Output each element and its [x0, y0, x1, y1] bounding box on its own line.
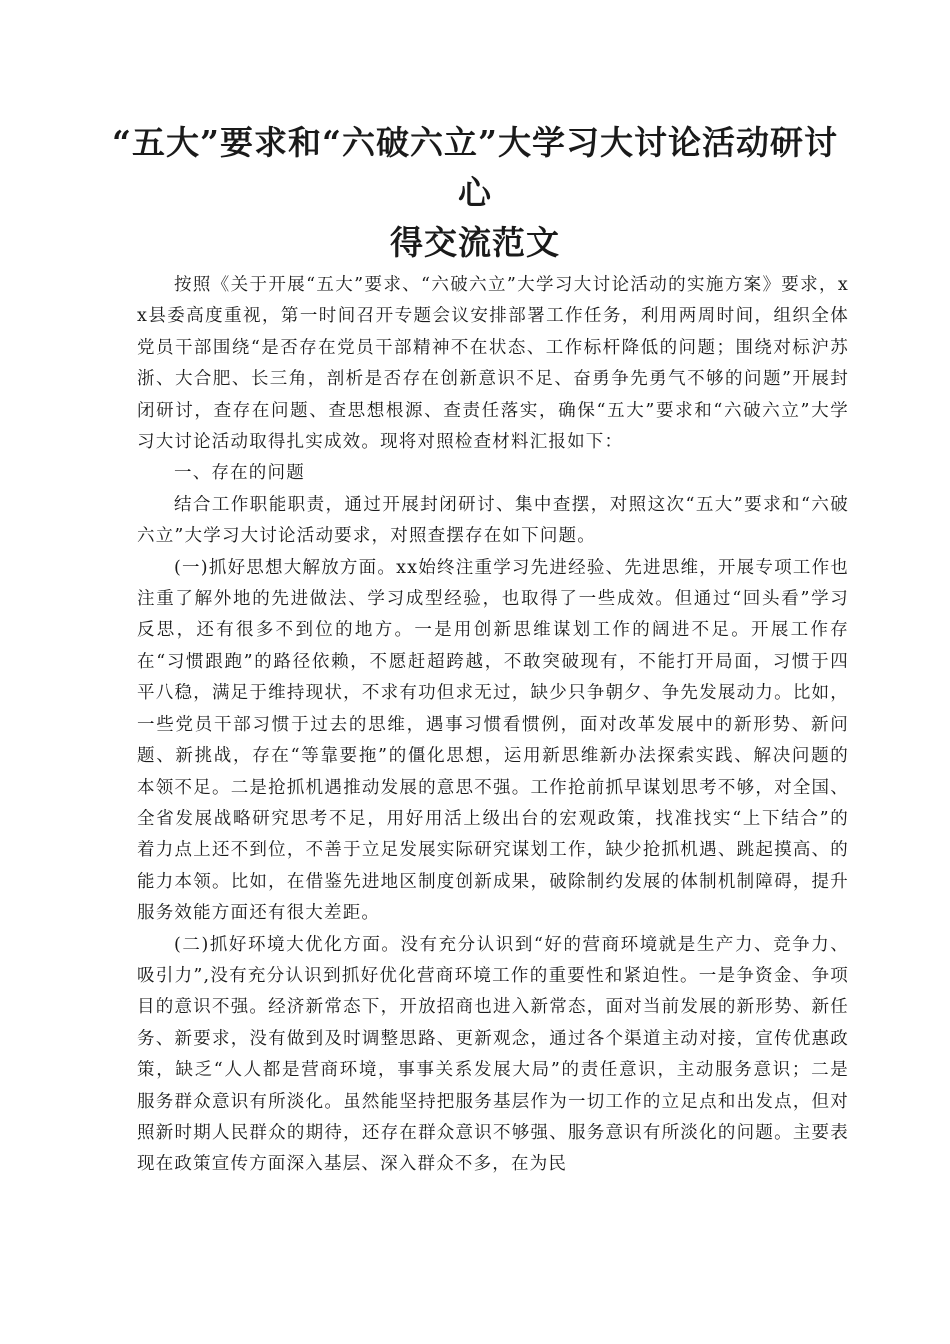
item-1-paragraph: (一)抓好思想大解放方面。xx始终注重学习先进经验、先进思维，开展专项工作也注重了解外地的先进做法、学习成型经验，也取得了一些成效。但通过“回头看”学习反思，还有很多不到位的地方。一是用创新思维谋划工作的阔进不足。开展工作存在“习惯跟跑”的路径依赖，不愿赶超跨越，不敢突破现有，不能打开局面，习惯于四平八稳，满足于维持现状，不求有功但求无过，缺少只争朝夕、争先发展动力。比如，一些党员干部习惯于过去的思维，遇事习惯看惯例，面对改革发展中的新形势、新问题、新挑战，存在“等靠要拖”的僵化思想，运用新思维新办法探索实践、解决问题的本领不足。二是抢抓机遇推动发展的意思不强。工作抢前抓早谋划思考不够，对全国、全省发展战略研究思考不足，用好用活上级出台的宏观政策，找准找实“上下结合”的着力点上还不到位，不善于立足发展实际研究谋划工作，缺少抢抓机遇、跳起摸高、的能力本领。比如，在借鉴先进地区制度创新成果，破除制约发展的体制机制障碍，提升服务效能方面还有很大差距。 [137, 557, 849, 924]
intro-paragraph: 按照《关于开展“五大”要求、“六破六立”大学习大讨论活动的实施方案》要求，xx县委高度重视，第一时间召开专题会议安排部署工作任务，利用两周时间，组织全体党员干部围绕“是否存在党员干部精神不在状态、工作标杆降低的问题；围绕对标沪苏浙、大合肥、长三角，剖析是否存在创新意识不足、奋勇争先勇气不够的问题”开展封闭研讨，查存在问题、查思想根源、查责任落实，确保“五大”要求和“六破六立”大学习大讨论活动取得扎实成效。现将对照检查材料汇报如下： [137, 275, 849, 453]
item-2-paragraph: (二)抓好环境大优化方面。没有充分认识到“好的营商环境就是生产力、竞争力、吸引力”,没有充分认识到抓好优化营商环境工作的重要性和紧迫性。一是争资金、争项目的意识不强。经济新常态下，开放招商也进入新常态，面对当前发展的新形势、新任务、新要求，没有做到及时调整思路、更新观念，通过各个渠道主动对接，宣传优惠政策，缺乏“人人都是营商环境，事事关系发展大局”的责任意识，主动服务意识；二是服务群众意识有所淡化。虽然能坚持把服务基层作为一切工作的立足点和出发点，但对照新时期人民群众的期待，还存在群众意识不够强、服务意识有所淡化的问题。主要表现在政策宣传方面深入基层、深入群众不多，在为民 [137, 934, 849, 1175]
section-intro-paragraph: 结合工作职能职责，通过开展封闭研讨、集中查摆，对照这次“五大”要求和“六破六立”大学习大讨论活动要求，对照查摆存在如下问题。 [137, 494, 849, 547]
document-title [100, 118, 850, 268]
title-line-2: 得交流范文 [390, 223, 560, 262]
title-line-1: “五大”要求和“六破六立”大学习大讨论活动研讨心 [112, 123, 838, 212]
section-heading: 一、存在的问题 [174, 463, 305, 484]
document-body [137, 270, 849, 1181]
